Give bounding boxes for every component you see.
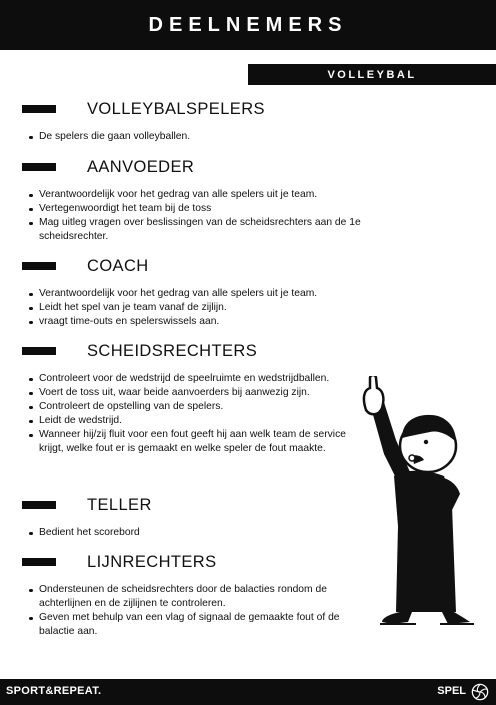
list-item: Vertegenwoordigt het team bij de toss: [27, 202, 402, 216]
section-heading: [0, 255, 400, 279]
section-title: AANVOEDER: [87, 158, 195, 176]
list-item: Controleert de opstelling van de spelers.: [27, 400, 362, 414]
bullet-list: [27, 526, 407, 540]
list-item: Controleert voor de wedstrijd de speelruimte en wedstrijdballen.: [27, 372, 362, 386]
list-item: Leidt de wedstrijd.: [27, 414, 362, 428]
section-heading: [0, 98, 400, 122]
list-item: Bedient het scorebord: [27, 526, 407, 540]
bullet-list: [27, 583, 372, 639]
sport-tag: VOLLEYBAL: [248, 64, 496, 85]
volleyball-icon: [471, 683, 489, 701]
brand-logo: SPORT&REPEAT.: [6, 685, 102, 697]
list-item: Ondersteunen de scheidsrechters door de balacties rondom de achterlijnen en de zijlijnen te controleren.: [27, 583, 372, 611]
section-volleyballspelers: [0, 98, 400, 142]
list-item: Leidt het spel van je team vanaf de zijlijn.: [27, 301, 407, 315]
section-title: SCHEIDSRECHTERS: [87, 342, 258, 360]
footer-bar: [0, 679, 496, 705]
list-item: Wanneer hij/zij fluit voor een fout geeft hij aan welk team de service krijgt, welke fout er is gemaakt en welke speler de fout maakte.: [27, 428, 362, 456]
list-item: De spelers die gaan volleyballen.: [27, 130, 407, 144]
section-coach: [0, 255, 400, 328]
section-title: COACH: [87, 257, 149, 275]
heading-bar: [22, 347, 56, 355]
bullet-list: [27, 188, 402, 244]
list-item: Verantwoordelijk voor het gedrag van alle spelers uit je team.: [27, 287, 407, 301]
list-item: Verantwoordelijk voor het gedrag van alle spelers uit je team.: [27, 188, 402, 202]
section-scheidsrechters: [0, 340, 400, 455]
referee-illustration: [352, 376, 488, 634]
section-heading: [0, 156, 400, 180]
heading-bar: [22, 163, 56, 171]
heading-bar: [22, 262, 56, 270]
section-teller: [0, 494, 400, 538]
section-heading: [0, 551, 400, 575]
section-heading: [0, 340, 400, 364]
section-lijnrechters: [0, 551, 400, 638]
list-item: Voert de toss uit, waar beide aanvoerders bij aanwezig zijn.: [27, 386, 362, 400]
list-item: Geven met behulp van een vlag of signaal de gemaakte fout of de balactie aan.: [27, 611, 372, 639]
list-item: Mag uitleg vragen over beslissingen van de scheidsrechters aan de 1e scheidsrechter.: [27, 216, 402, 244]
section-title: LIJNRECHTERS: [87, 553, 217, 571]
section-heading: [0, 494, 400, 518]
bullet-list: [27, 372, 362, 457]
footer-label: SPEL: [437, 685, 466, 697]
section-title: VOLLEYBALSPELERS: [87, 100, 265, 118]
heading-bar: [22, 105, 56, 113]
section-aanvoeder: [0, 156, 400, 243]
heading-bar: [22, 501, 56, 509]
bullet-list: [27, 287, 407, 329]
heading-bar: [22, 558, 56, 566]
page-title: DEELNEMERS: [148, 13, 348, 36]
list-item: vraagt time-outs en spelerswissels aan.: [27, 315, 407, 329]
header-bar: [0, 0, 496, 50]
section-title: TELLER: [87, 496, 152, 514]
bullet-list: [27, 130, 407, 144]
